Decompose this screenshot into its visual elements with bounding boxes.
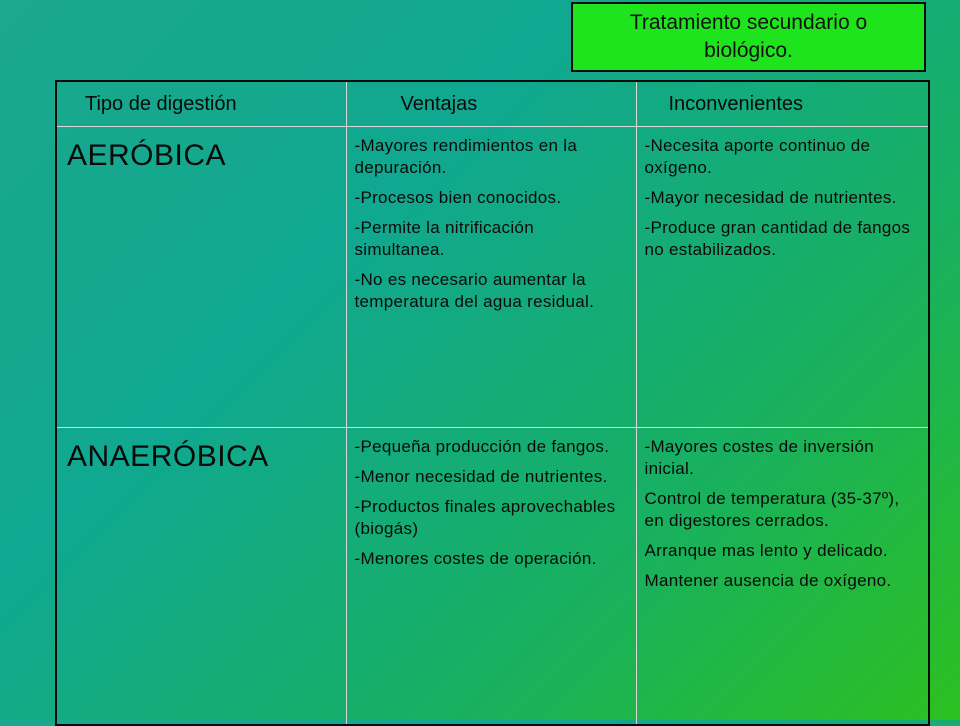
header-inconvenientes: Inconvenientes bbox=[636, 81, 929, 127]
slide-title: Tratamiento secundario o biológico. bbox=[629, 11, 868, 62]
row-type-label: ANAERÓBICA bbox=[56, 428, 346, 726]
list-item: -Mayores rendimientos en la depuración. bbox=[354, 136, 578, 177]
list-item: -Necesita aporte continuo de oxígeno. bbox=[644, 136, 871, 177]
list-item: -Mayores costes de inversión inicial. bbox=[644, 437, 874, 478]
header-tipo-digestion: Tipo de digestión bbox=[56, 81, 346, 127]
list-item: -Pequeña producción de fangos. bbox=[354, 437, 610, 456]
slide-title-box bbox=[571, 2, 926, 72]
inconvenientes-cell bbox=[636, 428, 929, 726]
list-item: -Menor necesidad de nutrientes. bbox=[354, 467, 608, 486]
header-ventajas: Ventajas bbox=[346, 81, 636, 127]
list-item: Control de temperatura (35-37º), en digestores cerrados. bbox=[644, 489, 900, 530]
list-item: -No es necesario aumentar la temperatura del agua residual. bbox=[354, 270, 595, 311]
inconvenientes-cell bbox=[636, 127, 929, 428]
list-item: -Produce gran cantidad de fangos no estabilizados. bbox=[644, 218, 911, 259]
ventajas-cell bbox=[346, 428, 636, 726]
list-item: -Mayor necesidad de nutrientes. bbox=[644, 188, 897, 207]
table-header-row bbox=[56, 81, 929, 127]
list-item: Arranque mas lento y delicado. bbox=[644, 541, 888, 560]
list-item: Mantener ausencia de oxígeno. bbox=[644, 571, 892, 590]
list-item: -Permite la nitrificación simultanea. bbox=[354, 218, 534, 259]
list-item: -Productos finales aprovechables (biogás) bbox=[354, 497, 616, 538]
digestion-comparison-table bbox=[55, 80, 930, 726]
row-type-label: AERÓBICA bbox=[56, 127, 346, 428]
ventajas-cell bbox=[346, 127, 636, 428]
list-item: -Menores costes de operación. bbox=[354, 549, 597, 568]
table-row-aerobica bbox=[56, 127, 929, 428]
list-item: -Procesos bien conocidos. bbox=[354, 188, 562, 207]
table-row-anaerobica bbox=[56, 428, 929, 726]
